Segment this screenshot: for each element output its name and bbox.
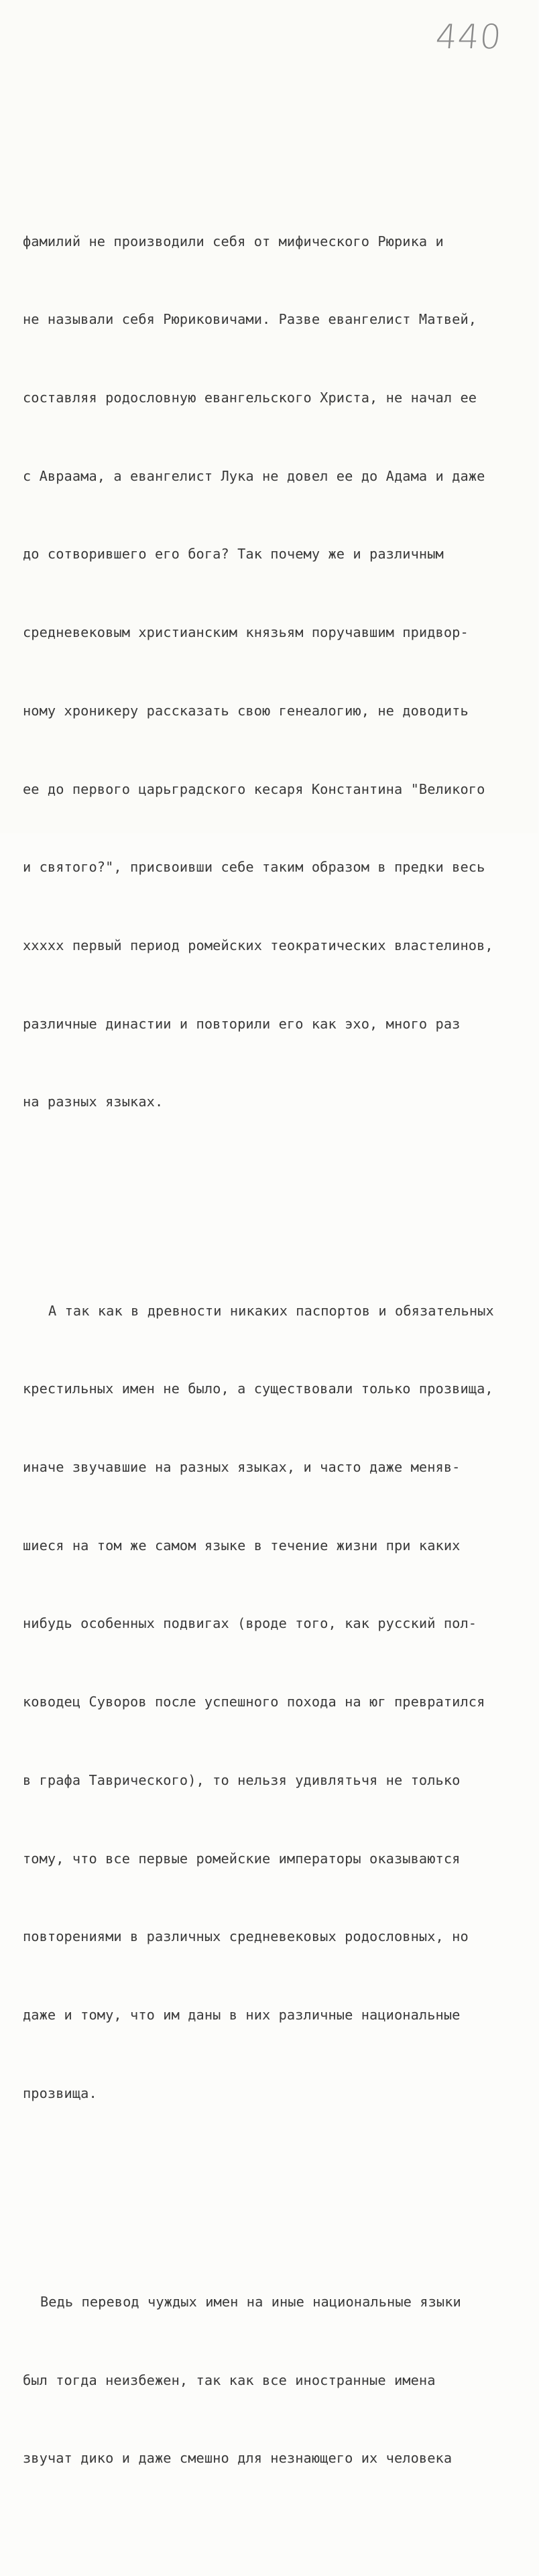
typed-text-body (23, 124, 539, 2576)
page-number: 440 (434, 17, 503, 56)
text-line: xxxxx первый период ромейских теократических властелинов, (23, 937, 493, 953)
text-line: А так как в древности никаких паспортов и обязательных (48, 1302, 494, 1319)
text-line: был тогда неизбежен, так как все иностранные имена (23, 2372, 436, 2388)
text-line: в графа Таврического), то нельзя удивлятьчя не только (23, 1771, 461, 1788)
text-line: звучат дико и даже смешно для незнающего их человека (23, 2450, 453, 2467)
paragraph-3 (23, 2237, 539, 2524)
text-line: повторениями в различных средневековых родословных, но (23, 1928, 469, 1945)
text-line: до сотворившего его бога? Так почему же и различным (23, 546, 444, 563)
text-line: с Авраама, а евангелист Лука не довел ее до Адама и даже (23, 467, 485, 484)
text-line: иначе звучавшие на разных языках, и часто даже меняв- (23, 1459, 461, 1475)
text-line: шиеся на том же самом языке в течение жизни при каких (23, 1537, 461, 1554)
paragraph-2 (23, 1246, 539, 2159)
text-line: нибудь особенных подвигах (вроде того, как русский пол- (23, 1615, 477, 1632)
paragraph-1 (23, 176, 539, 1167)
text-line: различные династии и повторили его как эхо, много раз (23, 1015, 461, 1032)
text-line: средневековым христианским князьям поручавшим придвор- (23, 624, 469, 641)
text-line: на разных языках. (23, 1094, 164, 1110)
text-line: ному хроникеру рассказать свою генеалогию, не доводить (23, 702, 469, 719)
text-line: фамилий не производили себя от мифического Рюрика и (23, 233, 444, 249)
text-line: Ведь перевод чуждых имен на иные национальные языки (40, 2293, 461, 2310)
text-line: не называли себя Рюриковичами. Разве евангелист Матвей, (23, 311, 477, 328)
text-line: составляя родословную евангельского Христа, не начал ее (23, 390, 477, 406)
text-line: тому, что все первые ромейские императоры оказываются (23, 1850, 461, 1867)
text-line: ее до первого царьградского кесаря Константина "Великого (23, 780, 485, 797)
text-line: ководец Суворов после успешного похода на юг превратился (23, 1694, 485, 1710)
text-line: прозвища. (23, 2085, 97, 2101)
text-line: крестильных имен не было, а существовали только прозвища, (23, 1381, 493, 1397)
text-line: даже и тому, что им даны в них различные национальные (23, 2006, 461, 2023)
text-line: и святого?", присвоивши себе таким образом в предки весь (23, 859, 485, 876)
